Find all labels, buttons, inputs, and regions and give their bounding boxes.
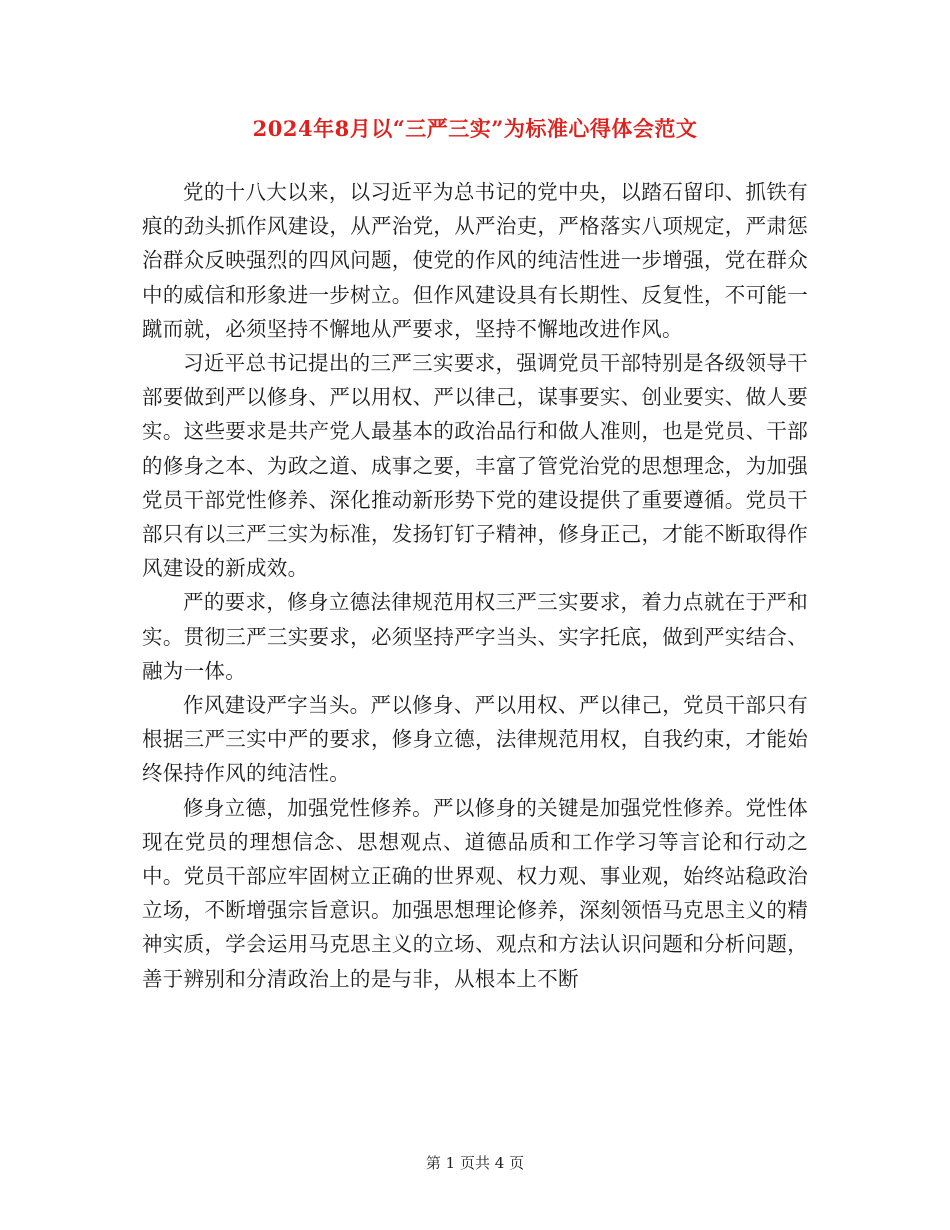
paragraph-3: 严的要求，修身立德法律规范用权三严三实要求，着力点就在于严和实。贯彻三严三实要求，必须坚持严字当头、实字托底，做到严实结合、融为一体。	[142, 590, 808, 683]
paragraph-5: 修身立德，加强党性修养。严以修身的关键是加强党性修养。党性体现在党员的理想信念、思想观点、道德品质和工作学习等言论和行动之中。党员干部应牢固树立正确的世界观、权力观、事业观，始终站稳政治立场，不断增强宗旨意识。加强思想理论修养，深刻领悟马克思主义的精神实质，学会运用马克思主义的立场、观点和方法认识问题和分析问题，善于辨别和分清政治上的是与非，从根本上不断	[142, 795, 808, 991]
paragraph-4: 作风建设严字当头。严以修身、严以用权、严以律己，党员干部只有根据三严三实中严的要求，修身立德，法律规范用权，自我约束，才能始终保持作风的纯洁性。	[142, 693, 808, 786]
document-body	[142, 175, 808, 996]
page-number-footer: 第 1 页共 4 页	[425, 1154, 525, 1172]
paragraph-1: 党的十八大以来，以习近平为总书记的党中央，以踏石留印、抓铁有痕的劲头抓作风建设，从严治党，从严治吏，严格落实八项规定，严肃惩治群众反映强烈的四风问题，使党的作风的纯洁性进一步增强，党在群众中的威信和形象进一步树立。但作风建设具有长期性、反复性，不可能一蹴而就，必须坚持不懈地从严要求，坚持不懈地改进作风。	[142, 180, 808, 341]
paragraph-2: 习近平总书记提出的三严三实要求，强调党员干部特别是各级领导干部要做到严以修身、严以用权、严以律己，谋事要实、创业要实、做人要实。这些要求是共产党人最基本的政治品行和做人准则，也是党员、干部的修身之本、为政之道、成事之要，丰富了管党治党的思想理念，为加强党员干部党性修养、深化推动新形势下党的建设提供了重要遵循。党员干部只有以三严三实为标准，发扬钉钉子精神，修身正己，才能不断取得作风建设的新成效。	[142, 351, 808, 581]
document-title: 2024年8月以“三严三实”为标准心得体会范文	[252, 116, 698, 141]
